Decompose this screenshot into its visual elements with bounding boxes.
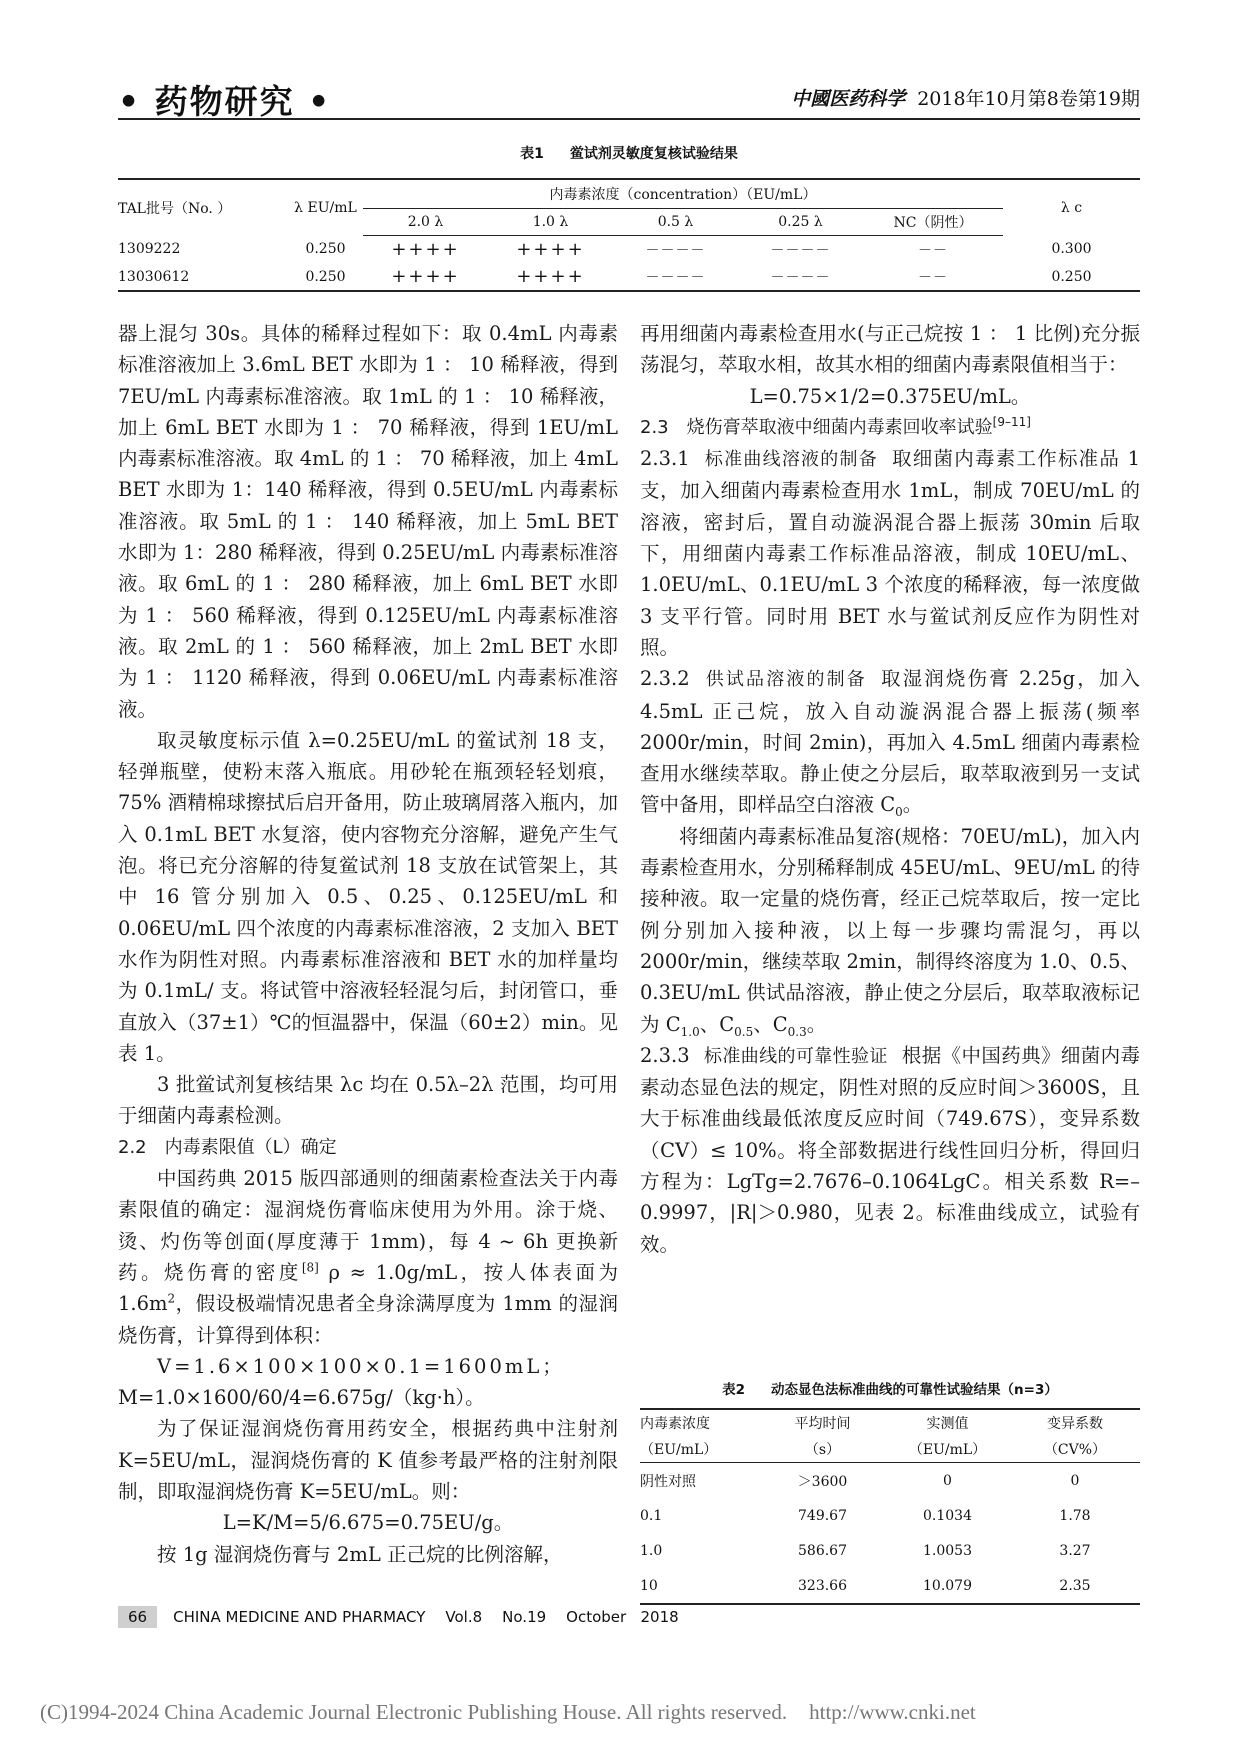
table2-cell: 0 (943, 1472, 952, 1489)
table2-cell: 10 (640, 1568, 760, 1604)
paragraph: 取灵敏度标示值 λ=0.25EU/mL 的鲎试剂 18 支，轻弹瓶壁，使粉末落入瓶底。用砂轮在瓶颈轻轻划痕，75% 酒精棉球擦拭后启开备用，防止玻璃屑落入瓶内，加入 0.1mL BET 水复溶，使内容物充分溶解，避免产生气泡。将已充分溶解的待复鲎试剂 18 支放在试管架上，其中 16 管分别加入 0.5、0.25、0.125EU/mL 和 0.06EU/mL 四个浓度的内毒素标准溶液，2 支加入 BET 水作为阴性对照。内毒素标准溶液和 BET 水的加样量均为 0.1mL/ 支。将试管中溶液轻轻混匀后，封闭管口，垂直放入（37±1）℃的恒温器中，保温（60±2）min。见表 1。 (118, 728, 618, 1065)
table2-cell: 323.66 (760, 1568, 885, 1604)
separator: 、C (699, 1012, 735, 1036)
equation-water-limit: L=0.75×1/2=0.375EU/mL。 (749, 384, 1031, 408)
heading-title: 内毒素限值（L）确定 (164, 1136, 337, 1158)
equation-mass: M=1.0×1600/60/4=6.675g/（kg·h）。 (118, 1386, 485, 1410)
page-footer (118, 1606, 699, 1628)
table1-cell: －－－－ (770, 242, 831, 259)
journal-issue: 2018年10月第8卷第19期 (917, 88, 1140, 110)
superscript: 2 (167, 1291, 176, 1306)
table2-header-unit: （s） (760, 1436, 885, 1463)
table2-header: 内毒素浓度 (640, 1409, 760, 1436)
table1-caption (118, 143, 1140, 163)
reference-mark: [8] (301, 1260, 319, 1275)
separator: 、C (753, 1012, 788, 1036)
footer-date: October 2018 (566, 1608, 679, 1626)
text-run: ρ ≈ 1.0g/mL，按人体表面为 1.6m (118, 1260, 618, 1316)
table1-row (118, 263, 1140, 291)
text-run: 中国药典 2015 版四部通则的细菌素检查法关于内毒素限值的确定：湿润烧伤膏临床使用为外用。涂于烧、烫、灼伤等创面(厚度薄于 1mm)，每 4 ~ 6h 更换新药。烧伤膏的密度 (118, 1167, 618, 1284)
table1-cell: ++++ (488, 263, 613, 291)
table2-cell: 1.78 (1059, 1507, 1091, 1524)
heading-number: 2.3.1 (640, 447, 690, 471)
cnki-link[interactable]: http://www.cnki.net (809, 1700, 976, 1724)
heading-number: 2.3.2 (640, 667, 690, 691)
table1-header-concentration: 内毒素浓度（concentration）（EU/mL） (363, 179, 1003, 209)
section-title: • 药物研究 • (118, 82, 332, 121)
paragraph (118, 1163, 618, 1351)
table2 (640, 1408, 1140, 1605)
table1-cell-lambda: 0.250 (305, 241, 346, 258)
table2-header-unit: （CV%） (1010, 1436, 1140, 1463)
text-run: 将细菌内毒素标准品复溶(规格：70EU/mL)，加入内毒素检查用水，分别稀释制成 45EU/mL、9EU/mL 的待接种液。取一定量的烧伤膏，经正己烷萃取后，按一定比例分别加入接种液，以上每一步骤均需混匀，再以 2000r/min，继续萃取 2min，制得终溶度为 1.0、0.5、0.3EU/mL 供试品溶液，静止使之分层后，取萃取液标记为 C (640, 824, 1140, 1036)
table1-subheader: 0.25 λ (738, 209, 863, 236)
table2-cell: 阴性对照 (640, 1473, 696, 1490)
heading-number: 2.2 (118, 1136, 147, 1158)
table2-cell: 1.0053 (923, 1542, 972, 1559)
subscript: 0 (895, 805, 903, 820)
table2-header: 变异系数 (1010, 1409, 1140, 1436)
table2-header: 实测值 (885, 1409, 1010, 1436)
table2-row (640, 1498, 1140, 1533)
table1-cell-lambda: 0.250 (288, 263, 363, 291)
table1-cell: －－－－ (645, 242, 706, 259)
table1-cell-nc: －－ (918, 242, 948, 259)
heading-title: 标准曲线的可靠性验证 (703, 1045, 888, 1067)
table1-title: 鲎试剂灵敏度复核试验结果 (569, 146, 738, 162)
text-run: 取细菌内毒素工作标准品 1 支，加入细菌内毒素检查用水 1mL，制成 70EU/mL 的溶液，密封后，置自动漩涡混合器上振荡 30min 后取下，用细菌内毒素工作标准品溶液，制成 10EU/mL、1.0EU/mL、0.1EU/mL 3 个浓度的稀释液，每一浓度做 3 支平行管。同时用 BET 水与鲎试剂反应作为阴性对照。 (640, 447, 1141, 659)
paragraph: 按 1g 湿润烧伤膏与 2mL 正己烷的比例溶解， (157, 1542, 563, 1566)
paragraph: 为了保证湿润烧伤膏用药安全，根据药典中注射剂 K=5EU/mL，湿润烧伤膏的 K 值参考最严格的注射剂限制，即取湿润烧伤膏 K=5EU/mL。则： (118, 1417, 618, 1503)
table1-header-batch: TAL批号（No. ） (118, 179, 288, 236)
heading-title: 供试品溶液的制备 (703, 669, 867, 691)
text-run: 根据《中国药典》细菌内毒素动态显色法的规定，阴性对照的反应时间＞3600S，且大于标准曲线最低浓度反应时间（749.67S），变异系数（CV）≤ 10%。将全部数据进行线性回归分析，得回归方程为：LgTg=2.7676–0.1064LgC。相关系数 R=–0.9997，|R|＞0.980，见表 2。标准曲线成立，试验有效。 (640, 1043, 1140, 1256)
table2-caption (640, 1378, 1140, 1398)
table2-row (640, 1463, 1140, 1499)
equation-volume: V=1.6×100×100×0.1=1600mL； (157, 1354, 565, 1378)
subscript: 0.5 (734, 1024, 754, 1039)
paragraph: 再用细菌内毒素检查用水(与正己烷按 1 ： 1 比例)充分振荡混匀，萃取水相，故其水相的细菌内毒素限值相当于： (640, 322, 1140, 377)
table1-cell-lc: 0.250 (1003, 263, 1140, 291)
table1-cell: ++++ (391, 239, 460, 260)
table2-header-unit: （EU/mL） (885, 1436, 1010, 1463)
table2-cell: 0 (1070, 1472, 1080, 1489)
table1-row (118, 236, 1140, 264)
header-rule (118, 118, 1140, 120)
footer-number: No.19 (502, 1608, 547, 1626)
heading-number: 2.3 (640, 416, 669, 438)
text-run: 。 (902, 793, 923, 817)
heading-title: 烧伤膏萃取液中细菌内毒素回收率试验 (686, 416, 993, 438)
table1-cell-nc: －－ (863, 263, 1003, 291)
copyright-text: (C)1994-2024 China Academic Journal Electronic Publishing House. All rights reserved. (40, 1700, 788, 1724)
table2-number: 表2 (722, 1382, 746, 1398)
text-run: 取湿润烧伤膏 2.25g，加入 4.5mL 正己烷，放入自动漩涡混合器上振荡(频率 2000r/min，时间 2min)，再加入 4.5mL 细菌内毒素检查用水继续萃取。静止使之分层后，取萃取液到另一支试管中备用，即样品空白溶液 C (640, 667, 1140, 817)
table1-header-lambda: λ EU/mL (288, 179, 363, 236)
table1-header-lc: λ c (1003, 179, 1140, 236)
section-heading-2-2 (118, 1132, 618, 1163)
journal-name: 中國医药科学 (791, 88, 906, 110)
table1-cell: －－－－ (613, 263, 738, 291)
heading-number: 2.3.3 (640, 1043, 690, 1067)
subsection-2-3-3 (640, 1040, 1140, 1260)
text-run: ，假设极端情况患者全身涂满厚度为 1mm 的湿润烧伤膏，计算得到体积： (118, 1292, 618, 1347)
table2-cell: 0.1034 (923, 1507, 972, 1524)
journal-header (791, 84, 1140, 111)
table1-cell-lc: 0.300 (1051, 241, 1092, 258)
subsection-2-3-1 (640, 443, 1140, 663)
left-column (118, 318, 618, 1570)
separator: 。 (806, 1012, 827, 1036)
table1-cell: －－－－ (738, 263, 863, 291)
table2-cell: 0.1 (640, 1507, 663, 1524)
reference-mark: [9–11] (992, 414, 1031, 429)
equation-limit: L=K/M=5/6.675=0.75EU/g。 (222, 1511, 514, 1535)
page-number: 66 (118, 1606, 157, 1628)
table1-subheader: NC（阴性） (863, 209, 1003, 236)
paragraph: 器上混匀 30s。具体的稀释过程如下：取 0.4mL 内毒素标准溶液加上 3.6mL BET 水即为 1 ： 10 稀释液，得到 7EU/mL 内毒素标准溶液。取 1mL 的 1 ： 10 稀释液，加上 6mL BET 水即为 1 ： 70 稀释液，得到 1EU/mL 内毒素标准溶液。取 4mL 的 1 ： 70 稀释液，加上 4mL BET 水即为 1：140 稀释液，得到 0.5EU/mL 内毒素标准溶液。取 5mL 的 1 ： 140 稀释液，加上 5mL BET 水即为 1：280 稀释液，得到 0.25EU/mL 内毒素标准溶液。取 6mL 的 1 ： 280 稀释液，加上 6mL BET 水即为 1 ： 560 稀释液，得到 0.125EU/mL 内毒素标准溶液。取 2mL 的 1 ： 560 稀释液，加上 2mL BET 水即为 1 ： 1120 稀释液，得到 0.06EU/mL 内毒素标准溶液。 (118, 322, 618, 721)
table2-cell: 10.079 (885, 1568, 1010, 1604)
section-heading-2-3 (640, 412, 1140, 443)
table2-header: 平均时间 (760, 1409, 885, 1436)
table2-cell: 749.67 (798, 1507, 847, 1524)
table1-subheader: 0.5 λ (613, 209, 738, 236)
table2-row (640, 1533, 1140, 1568)
table2-cell: 2.35 (1010, 1568, 1140, 1604)
subsection-2-3-2 (640, 663, 1140, 820)
paragraph: 3 批鲎试剂复核结果 λc 均在 0.5λ–2λ 范围，均可用于细菌内毒素检测。 (118, 1073, 618, 1128)
table2-row (640, 1568, 1140, 1604)
table2-cell: 1.0 (640, 1542, 663, 1559)
table1-subheader: 1.0 λ (488, 209, 613, 236)
heading-title: 标准曲线溶液的制备 (703, 449, 879, 471)
copyright-notice (40, 1700, 976, 1725)
table1-cell-batch: 13030612 (118, 263, 288, 291)
table1 (118, 178, 1140, 292)
table1-cell-batch: 1309222 (118, 241, 181, 258)
footer-volume: Vol.8 (445, 1608, 483, 1626)
table2-cell: 3.27 (1059, 1542, 1091, 1559)
paragraph (640, 821, 1140, 1040)
table2-header-unit: （EU/mL） (640, 1436, 760, 1463)
table1-subheader: 2.0 λ (363, 209, 488, 236)
table1-cell: ++++ (363, 263, 488, 291)
footer-journal: CHINA MEDICINE AND PHARMACY (173, 1608, 426, 1626)
table2-cell: ＞3600 (797, 1473, 848, 1490)
subscript: 0.3 (787, 1024, 807, 1039)
table2-cell: 586.67 (798, 1542, 847, 1559)
subscript: 1.0 (680, 1024, 700, 1039)
table2-title: 动态显色法标准曲线的可靠性试验结果（n=3） (771, 1382, 1058, 1398)
table1-number: 表1 (520, 146, 544, 162)
table1-cell: ++++ (516, 239, 585, 260)
right-column (640, 318, 1140, 1260)
